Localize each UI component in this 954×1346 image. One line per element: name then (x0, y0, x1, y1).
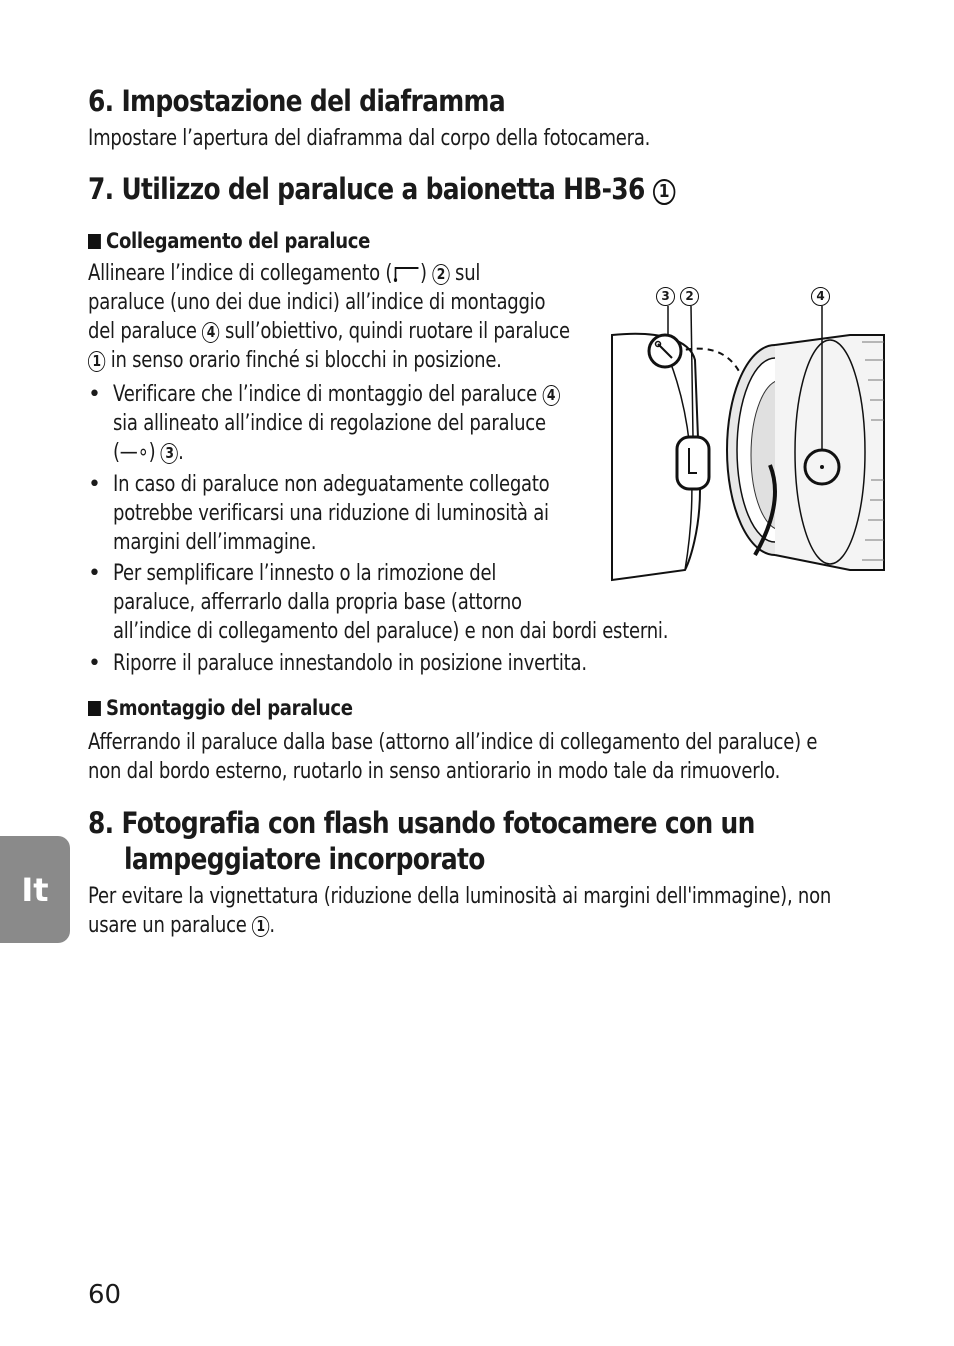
attach-heading: Collegamento del paraluce (88, 229, 370, 253)
section-6-text: Impostare l’apertura del diaframma dal corpo della fotocamera. (88, 126, 651, 151)
bullet-2-line-2: potrebbe verificarsi una riduzione di luminosità ai (113, 501, 549, 526)
page-number: 60 (88, 1280, 122, 1310)
square-bullet-icon (88, 234, 101, 249)
bullet-3-line-2: paraluce, afferrarlo dalla propria base (attorno (113, 590, 522, 615)
bullet-1-line-2: sia allineato all’indice di regolazione del paraluce (113, 411, 546, 436)
bullet-dot: • (88, 561, 101, 586)
section-8-line-2: usare un paraluce 1 . (88, 913, 275, 938)
bullet-dot: • (88, 651, 101, 676)
bullet-1-line-1: Verificare che l’indice di montaggio del paraluce 4 (113, 380, 560, 409)
ref-marker: 3 (161, 443, 178, 464)
section-7-title: 7. Utilizzo del paraluce a baionetta HB-36 1 (88, 172, 675, 206)
detach-heading: Smontaggio del paraluce (88, 696, 353, 720)
ref-marker: 4 (202, 322, 219, 343)
bullet-dot: • (88, 472, 101, 497)
bullet-1-line-3: (—∘) 3 . (113, 440, 184, 465)
ref-marker: 1 (252, 916, 269, 937)
attach-line-3: del paraluce 4 sull’obiettivo, quindi ruotare il paraluce (88, 319, 570, 344)
detach-line-2: non dal bordo esterno, ruotarlo in senso antiorario in modo tale da rimuoverlo. (88, 759, 781, 784)
bullet-2-line-1: In caso di paraluce non adeguatamente collegato (113, 472, 550, 497)
language-tab: It (0, 836, 70, 943)
figure-label-3: 3 (656, 287, 675, 306)
bullet-3-line-1: Per semplificare l’innesto o la rimozione del (113, 561, 497, 586)
bullet-4-line-1: Riporre il paraluce innestandolo in posizione invertita. (113, 651, 587, 676)
lens-hood-illustration (600, 280, 890, 590)
attach-line-1: Allineare l’indice di collegamento ( ) 2 sul (88, 261, 481, 286)
ref-marker: 4 (542, 385, 559, 406)
detach-line-1: Afferrando il paraluce dalla base (attorno all’indice di collegamento del paraluce) e (88, 730, 818, 755)
attach-line-2: paraluce (uno dei due indici) all’indice di montaggio (88, 290, 546, 315)
figure-label-4: 4 (811, 287, 830, 306)
ref-marker: 1 (653, 179, 675, 205)
bullet-3-line-3: all’indice di collegamento del paraluce) e non dai bordi esterni. (113, 619, 669, 644)
attachment-index-icon (392, 261, 420, 279)
square-bullet-icon (88, 701, 101, 716)
attach-line-4: 1 in senso orario finché si blocchi in posizione. (88, 346, 502, 375)
lens-hood-diagram (600, 280, 890, 590)
bullet-2-line-3: margini dell’immagine. (113, 530, 317, 555)
figure-label-2: 2 (680, 287, 699, 306)
bullet-dot: • (88, 382, 101, 407)
section-6-title: 6. Impostazione del diaframma (88, 84, 505, 118)
ref-marker: 1 (88, 351, 105, 372)
section-8-line-1: Per evitare la vignettatura (riduzione della luminosità ai margini dell'immagine), non (88, 884, 832, 909)
section-8-title-line-1: 8. Fotografia con flash usando fotocamere con un (88, 806, 755, 840)
section-8-title-line-2: lampeggiatore incorporato (124, 842, 485, 876)
ref-marker: 2 (432, 264, 449, 285)
